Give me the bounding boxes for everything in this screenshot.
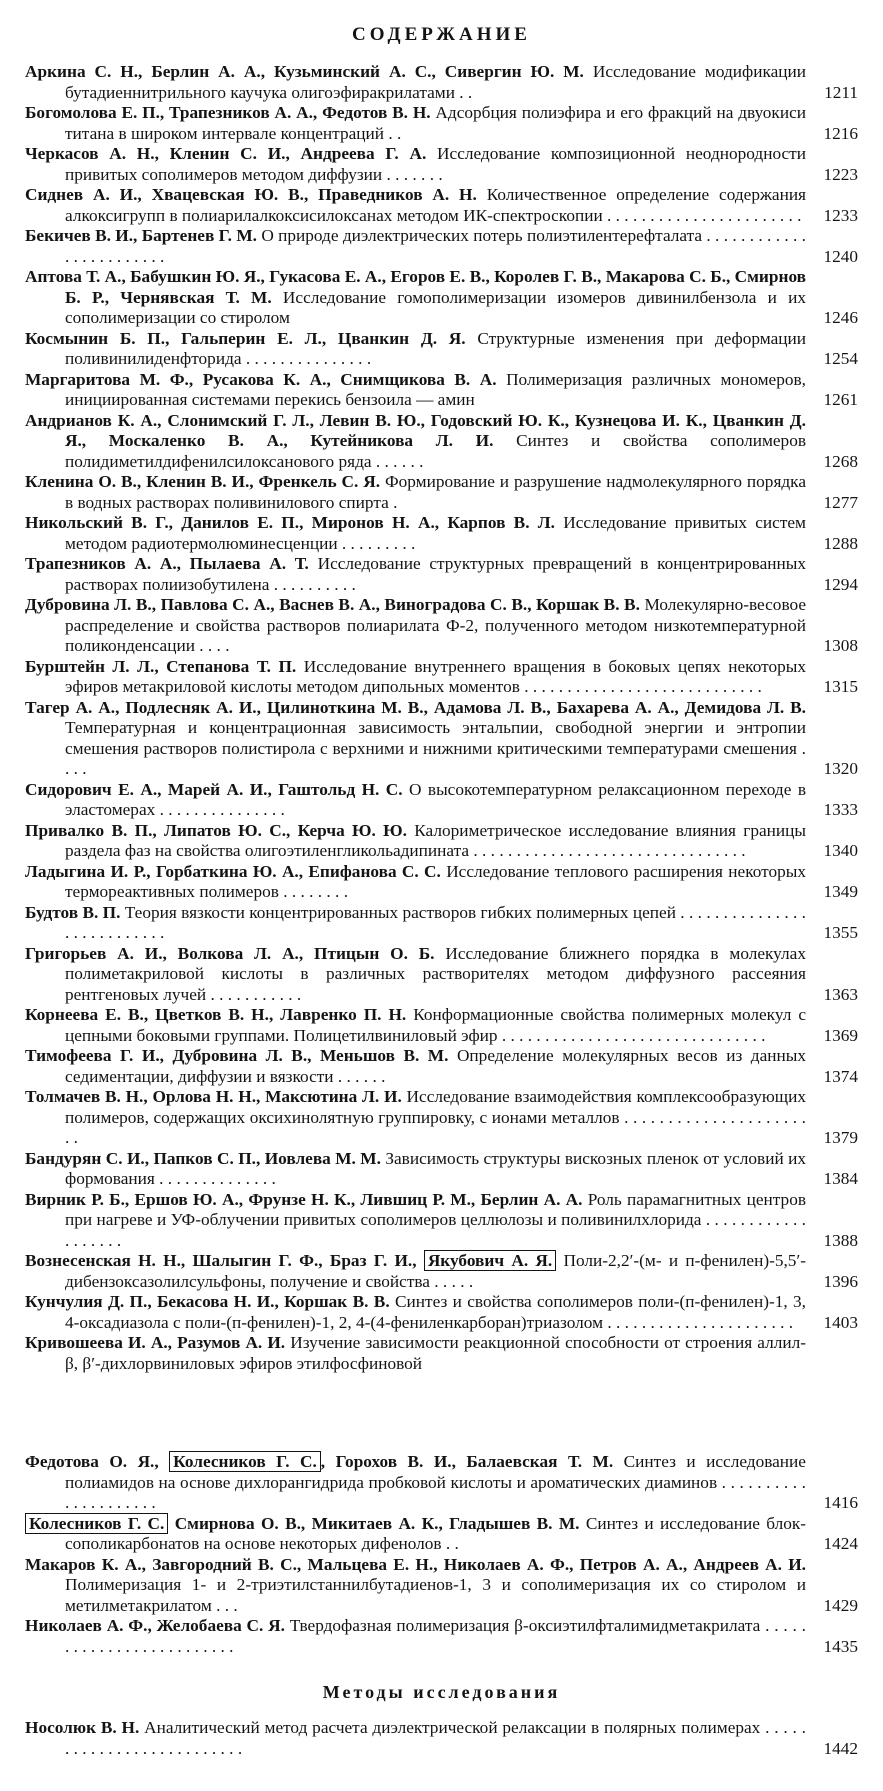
entry-title: Исследование структурных превращений в концентрированных растворах полиизобутилена . . . . . . . . . . [65, 554, 806, 594]
entry-authors: Тимофеева Г. И., Дубровина Л. В., Меньшов В. М. [25, 1046, 449, 1065]
toc-entry [25, 1333, 858, 1374]
entry-authors: Толмачев В. Н., Орлова Н. Н., Максютина Л. И. [25, 1087, 402, 1106]
toc-entry [25, 1616, 858, 1657]
entry-authors: Бекичев В. И., Бартенев Г. М. [25, 226, 257, 245]
contents-list [25, 62, 858, 1374]
entry-page: 1223 [823, 164, 858, 184]
toc-entry [25, 903, 858, 944]
toc-entry [25, 226, 858, 267]
entry-page: 1388 [823, 1230, 858, 1250]
entry-authors: Носолюк В. Н. [25, 1718, 140, 1737]
section-heading: Методы исследования [322, 1682, 561, 1702]
toc-entry [25, 1005, 858, 1046]
entry-page: 1369 [823, 1025, 858, 1045]
entry-page: 1403 [823, 1312, 858, 1332]
entry-title: Исследование взаимодействия комплексообразующих полимеров, содержащих оксихинолятную группировку, с ионами металлов . . . . . . . . . . . . . . . . . . . . . . . [65, 1087, 806, 1147]
entry-title: Исследование привитых систем методом радиотермолюминесценции . . . . . . . . . [65, 513, 806, 553]
entry-page: 1355 [823, 923, 858, 942]
entry-authors: Аркина С. Н., Берлин А. А., Кузьминский А. С., Сивергин Ю. М. [25, 62, 584, 81]
entry-title: Формирование и разрушение надмолекулярного порядка в водных растворах поливинилового спирта . [65, 472, 806, 512]
entry-title: Изучение зависимости реакционной способности от строения аллил-β, β′-дихлорвиниловых эфиров этилфосфиновой [65, 1333, 806, 1373]
entry-page: 1363 [823, 984, 858, 1004]
entry-page: 1254 [823, 349, 858, 368]
toc-entry [25, 1251, 858, 1292]
entry-title: Исследование модификации бутадиеннитрильного каучука олигоэфиракрилатами . . [65, 62, 806, 102]
entry-author-boxed: Колесников Г. С. [25, 1513, 168, 1534]
entry-page: 1216 [823, 123, 858, 143]
entry-author-boxed: Колесников Г. С. [169, 1451, 321, 1472]
entry-authors-rest: , Горохов В. И., Балаевская Т. М. [320, 1452, 614, 1471]
toc-entry [25, 329, 858, 370]
entry-authors: Макаров К. А., Завгородний В. С., Мальцева Е. Н., Николаев А. Ф., Петров А. А., Андреев А. И. [25, 1554, 806, 1574]
entry-title: Структурные изменения при деформации поливинилиденфторида . . . . . . . . . . . . . . . [65, 328, 806, 368]
toc-entry [25, 862, 858, 903]
entry-title: Температурная и концентрационная зависимость энтальпии, свободной энергии и энтропии смешения растворов полистирола с верхними и нижними критическими температурами смешения . . . . [65, 718, 806, 778]
entry-title: Полимеризация различных мономеров, инициированная системами перекись бензоила — амин [65, 369, 806, 409]
toc-entry [25, 944, 858, 1006]
entry-title: Определение молекулярных весов из данных седиментации, диффузии и вязкости . . . . . . [65, 1046, 806, 1086]
entry-title: Поли-2,2′-(м- и п-фенилен)-5,5′-дибензоксазолилсульфоны, получение и свойства . . . . . [65, 1251, 806, 1291]
entry-authors-rest: Смирнова О. В., Микитаев А. К., Гладышев В. М. [168, 1513, 580, 1533]
entry-authors: Будтов В. П. [25, 902, 121, 922]
entry-authors: Сиднев А. И., Хвацевская Ю. В., Праведников А. Н. [25, 185, 477, 204]
entry-title: Синтез и свойства сополимеров полидиметилдифенилсилоксанового ряда . . . . . . [65, 431, 806, 471]
entry-page: 1379 [823, 1128, 858, 1147]
entry-authors: Вирник Р. Б., Ершов Ю. А., Фрунзе Н. К., Лившиц Р. М., Берлин А. А. [25, 1189, 583, 1209]
entry-authors: Ладыгина И. Р., Горбаткина Ю. А., Епифанова С. С. [25, 861, 441, 881]
toc-entry [25, 103, 858, 144]
toc-entry [25, 62, 858, 103]
entry-authors: Космынин Б. П., Гальперин Е. Л., Цванкин Д. Я. [25, 328, 466, 348]
entry-authors: Григорьев А. И., Волкова Л. А., Птицын О. Б. [25, 943, 435, 963]
toc-entry [25, 1718, 858, 1759]
entry-title: Количественное определение содержания алкоксигрупп в полиарилалкоксисилоксанах методом ИК-спектроскопии . . . . . . . . . . . . . . . . . . . . . . . [65, 185, 807, 225]
toc-entry [25, 1292, 858, 1333]
entry-title: Исследование внутреннего вращения в боковых цепях некоторых эфиров метакриловой кислоты методом дипольных моментов . . . . . . . . . . . . . . . . . . . . . . . . . . . . [65, 656, 806, 696]
toc-entry [25, 657, 858, 698]
entry-authors: Тагер А. А., Подлесняк А. И., Цилиноткина М. В., Адамова Л. В., Бахарева А. А., Демидова Л. В. [25, 697, 806, 717]
entry-authors: Андрианов К. А., Слонимский Г. Л., Левин В. Ю., Годовский Ю. К., Кузнецова И. К., Цванкин Д. Я., Москаленко В. А., Кутейникова Л. И. [25, 410, 806, 450]
toc-entry [25, 267, 858, 329]
entry-authors: Бандурян С. И., Папков С. П., Иовлева М. М. [25, 1148, 381, 1168]
toc-entry [25, 370, 858, 411]
toc-entry [25, 1149, 858, 1190]
entry-page: 1340 [823, 841, 858, 860]
entry-title: Синтез и исследование полиамидов на основе дихлорангидрида пробковой кислоты и ароматических диаминов . . . . . . . . . . . . . . . . . . . . . [65, 1452, 806, 1512]
entry-title: Молекулярно-весовое распределение и свойства растворов полиарилата Ф-2, полученного методом низкотемпературной поликонденсации . . . . [65, 595, 807, 655]
entry-page: 1396 [823, 1271, 858, 1291]
entry-authors: Дубровина Л. В., Павлова С. А., Васнев В. А., Виноградова С. В., Коршак В. В. [25, 595, 640, 614]
entry-authors: Бурштейн Л. Л., Степанова Т. П. [25, 656, 297, 676]
entry-authors: Привалко В. П., Липатов Ю. С., Керча Ю. Ю. [25, 820, 407, 840]
entry-title: Зависимость структуры вискозных пленок от условий их формования . . . . . . . . . . . . . . [65, 1148, 807, 1188]
toc-entry [25, 1514, 858, 1555]
entry-page: 1429 [823, 1595, 858, 1615]
entry-authors: Черкасов А. Н., Кленин С. И., Андреева Г. А. [25, 144, 427, 163]
entry-page: 1333 [823, 800, 858, 819]
entry-page: 1308 [823, 636, 858, 655]
toc-entry [25, 185, 858, 226]
entry-authors: Вознесенская Н. Н., Шалыгин Г. Ф., Браз Г. И., [25, 1251, 417, 1270]
entry-authors: Кривошеева И. А., Разумов А. И. [25, 1333, 286, 1352]
entry-title: Аналитический метод расчета диэлектрической релаксации в полярных полимерах . . . . . . . . . . . . . . . . . . . . . . . . . . [65, 1718, 807, 1758]
entry-authors: Трапезников А. А., Пылаева А. Т. [25, 554, 309, 573]
entry-page: 1233 [823, 205, 858, 225]
entry-title: Конформационные свойства полимерных молекул с цепными боковыми группами. Полицетилвиниловый эфир . . . . . . . . . . . . . . . . . . . . . . . . . . . . . . . [65, 1005, 806, 1045]
entry-page: 1442 [823, 1738, 858, 1758]
contents-list-continued [25, 1452, 858, 1657]
toc-entry [25, 821, 858, 862]
entry-title: Исследование теплового расширения некоторых термореактивных полимеров . . . . . . . . [65, 861, 807, 901]
entry-title: Теория вязкости концентрированных растворов гибких полимерных цепей . . . . . . . . . . . . . . . . . . . . . . . . . . . [65, 902, 807, 942]
entry-title: Твердофазная полимеризация β-оксиэтилфталимидметакрилата . . . . . . . . . . . . . . . . . . . . . . . . . [65, 1616, 806, 1656]
entry-title: Адсорбция полиэфира и его фракций на двуокиси титана в широком интервале концентраций . . [65, 103, 806, 143]
entry-page: 1268 [823, 451, 858, 471]
entry-authors: Николаев А. Ф., Желобаева С. Я. [25, 1616, 285, 1635]
entry-authors: Кунчулия Д. П., Бекасова Н. И., Коршак В. В. [25, 1292, 390, 1311]
entry-page: 1349 [823, 882, 858, 901]
entry-author-boxed: Якубович А. Я. [424, 1250, 556, 1271]
entry-authors: Аптова Т. А., Бабушкин Ю. Я., Гукасова Е. А., Егоров Е. В., Королев Г. В., Макарова С. Б., Смирнов Б. Р., Чернявская Т. М. [25, 267, 806, 307]
toc-entry [25, 780, 858, 821]
toc-entry [25, 513, 858, 554]
entry-authors: Богомолова Е. П., Трапезников А. А., Федотов В. Н. [25, 103, 431, 122]
entry-authors: Сидорович Е. А., Марей А. И., Гаштольд Н. С. [25, 779, 403, 799]
entry-page: 1246 [823, 308, 858, 327]
entry-title: Калориметрическое исследование влияния границы раздела фаз на свойства олигоэтиленгликольадипината . . . . . . . . . . . . . . . . . . . . . . . . . . . . . . . . [65, 820, 806, 860]
toc-entry [25, 1087, 858, 1149]
toc-entry [25, 1555, 858, 1617]
entry-title: О природе диэлектрических потерь полиэтилентерефталата . . . . . . . . . . . . . . . . . . . . . . . . [65, 226, 806, 266]
toc-entry [25, 472, 858, 513]
entry-title: Синтез и свойства сополимеров поли-(п-фенилен)-1, 3, 4-оксадиазола с поли-(п-фенилен)-1, 2, 4-(4-фениленкарборан)триазолом . . . . . . . . . . . . . . . . . . . . . . [65, 1292, 806, 1332]
toc-entry [25, 1190, 858, 1252]
entry-page: 1315 [823, 677, 858, 696]
entry-title: Исследование ближнего порядка в молекулах полиметакриловой кислоты в различных растворителях методом диффузного рассеяния рентгеновых лучей . . . . . . . . . . . [65, 943, 806, 1004]
toc-entry [25, 411, 858, 473]
toc-entry [25, 1046, 858, 1087]
entry-page: 1288 [823, 533, 858, 553]
entry-page: 1424 [823, 1534, 858, 1553]
entry-page: 1277 [823, 492, 858, 512]
entry-title: Роль парамагнитных центров при нагреве и УФ-облучении привитых сополимеров целлюлозы и поливинилхлорида . . . . . . . . . . . . . . . . . . . [65, 1189, 807, 1250]
entry-title: Исследование композиционной неоднородности привитых сополимеров методом диффузии . . . . . . . [65, 144, 806, 184]
entry-title: О высокотемпературном релаксационном переходе в эластомерах . . . . . . . . . . . . . . . [65, 779, 806, 819]
entry-authors: Федотова О. Я., [25, 1452, 159, 1471]
entry-page: 1435 [823, 1636, 858, 1656]
toc-entry [25, 595, 858, 657]
methods-list [25, 1718, 858, 1759]
toc-entry [25, 1452, 858, 1514]
entry-page: 1211 [824, 82, 858, 102]
entry-authors: Маргаритова М. Ф., Русакова К. А., Снимщикова В. А. [25, 369, 497, 389]
toc-entry [25, 698, 858, 780]
entry-page: 1294 [823, 574, 858, 594]
entry-title: Исследование гомополимеризации изомеров дивинилбензола и их сополимеризации со стиролом [65, 287, 806, 327]
page-title: СОДЕРЖАНИЕ [352, 24, 531, 45]
entry-authors: Никольский В. Г., Данилов Е. П., Миронов Н. А., Карпов В. Л. [25, 513, 555, 532]
entry-title: Полимеризация 1- и 2-триэтилстаннилбутадиенов-1, 3 и сополимеризация их со стиролом и метилметакрилатом . . . [65, 1575, 806, 1615]
entry-page: 1416 [823, 1493, 858, 1512]
entry-page: 1240 [823, 246, 858, 266]
entry-page: 1374 [823, 1066, 858, 1086]
entry-page: 1320 [823, 759, 858, 778]
entry-page: 1261 [823, 390, 858, 409]
entry-authors: Кленина О. В., Кленин В. И., Френкель С. Я. [25, 472, 381, 491]
entry-title: Синтез и исследование блок-сополикарбонатов на основе некоторых дифенолов . . [65, 1513, 806, 1553]
toc-entry [25, 554, 858, 595]
entry-authors: Корнеева Е. В., Цветков В. Н., Лавренко П. Н. [25, 1005, 407, 1024]
toc-entry [25, 144, 858, 185]
entry-page: 1384 [823, 1169, 858, 1188]
